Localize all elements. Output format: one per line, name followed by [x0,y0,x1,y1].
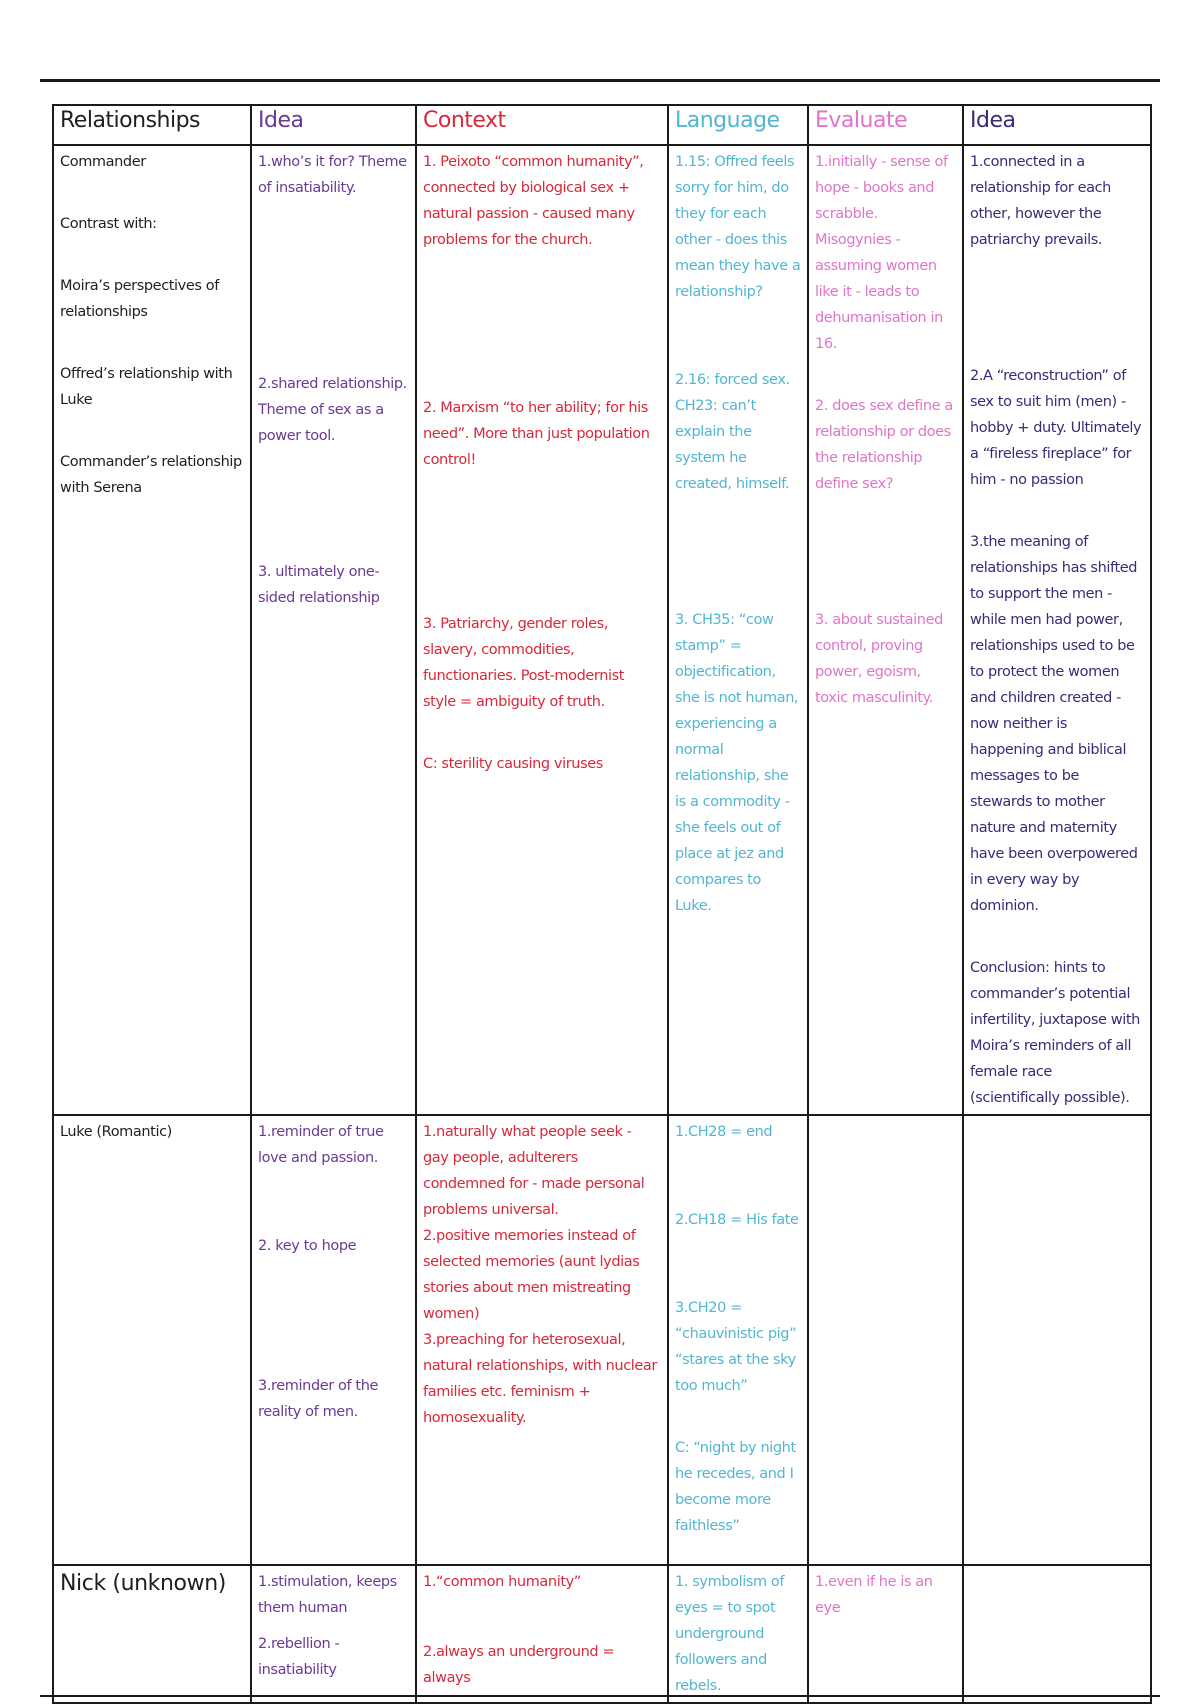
relationships-table [52,104,1152,1704]
top-rule [40,79,1160,82]
cell-relationships [53,145,251,1115]
cell-text: 2. does sex define a relationship or does the relationship define sex? [815,398,953,492]
cell-text: 2. Marxism “to her ability; for his need”. More than just population control! [423,400,650,468]
cell-text: 2.rebellion - insatiability [258,1636,340,1678]
header-idea: Idea [251,105,416,145]
cell-idea [251,1115,416,1565]
cell-text: 2.always an underground = always [423,1644,615,1686]
cell-text: C: “night by night he recedes, and I become more faithless” [675,1440,796,1534]
cell-text: Commander [60,154,146,170]
cell-text: Luke (Romantic) [60,1124,172,1140]
cell-text: 1. symbolism of eyes = to spot underground followers and rebels. [675,1574,785,1694]
cell-text: 3. ultimately one-sided relationship [258,564,380,606]
cell-text: Commander’s relationship with Serena [60,454,242,496]
cell-text: 1.CH28 = end [675,1124,773,1140]
bottom-rule [40,1695,1160,1697]
cell-text: 2.A “reconstruction” of sex to suit him (men) - hobby + duty. Ultimately a “fireless fireplace” for him - no passion [970,368,1142,488]
cell-text: Contrast with: [60,216,157,232]
cell-text: 3.reminder of the reality of men. [258,1378,379,1420]
cell-context [416,1565,668,1703]
cell-text: 1.even if he is an eye [815,1574,933,1616]
cell-evaluate [808,1565,963,1703]
cell-text: 1. Peixoto “common humanity”, connected by biological sex + natural passion - caused many problems for the church. [423,154,644,248]
cell-text: 3. Patriarchy, gender roles, slavery, commodities, functionaries. Post-modernist style = ambiguity of truth. [423,616,625,710]
cell-idea-2 [963,145,1151,1115]
cell-text: 1.naturally what people seek - gay people, adulterers condemned for - made personal problems universal. [423,1124,645,1218]
cell-idea-2 [963,1115,1151,1565]
cell-idea [251,1565,416,1703]
cell-text: Nick (unknown) [60,1571,226,1596]
cell-language [668,145,808,1115]
cell-relationships [53,1115,251,1565]
cell-text: 1.“common humanity” [423,1574,581,1590]
cell-text: 2.shared relationship. Theme of sex as a power tool. [258,376,407,444]
cell-text: 2.positive memories instead of selected memories (aunt lydias stories about men mistreating women) [423,1228,640,1322]
cell-text: 1.reminder of true love and passion. [258,1124,384,1166]
cell-idea [251,145,416,1115]
cell-evaluate [808,1115,963,1565]
cell-text: 1.who’s it for? Theme of insatiability. [258,154,407,196]
cell-text: 2. key to hope [258,1238,357,1254]
header-row [53,105,1151,145]
cell-text: 3. CH35: “cow stamp” = objectification, she is not human, experiencing a normal relationship, she is a commodity - she feels out of place at jez and compares to Luke. [675,612,799,914]
cell-text: C: sterility causing viruses [423,756,603,772]
cell-text: 1.initially - sense of hope - books and scrabble. Misogynies - assuming women like it - leads to dehumanisation in 16. [815,154,948,352]
table-row-luke [53,1115,1151,1565]
cell-text: Moira’s perspectives of relationships [60,278,219,320]
cell-text: 3. about sustained control, proving power, egoism, toxic masculinity. [815,612,943,706]
header-evaluate: Evaluate [808,105,963,145]
header-context: Context [416,105,668,145]
table-row-nick [53,1565,1151,1703]
cell-text: 3.preaching for heterosexual, natural relationships, with nuclear families etc. feminism + homosexuality. [423,1332,657,1426]
cell-language [668,1565,808,1703]
cell-text: 2.16: forced sex. CH23: can’t explain the system he created, himself. [675,372,790,492]
cell-evaluate [808,145,963,1115]
cell-idea-2 [963,1565,1151,1703]
cell-text: 2.CH18 = His fate [675,1212,799,1228]
cell-text: Offred’s relationship with Luke [60,366,233,408]
table-row-commander [53,145,1151,1115]
cell-text: 3.the meaning of relationships has shifted to support the men - while men had power, relationships used to be to protect the women and children created - now neither is happening and biblical messages to be stewards to mother nature and maternity have been overpowered in every way by dominion. [970,534,1138,914]
cell-text: Conclusion: hints to commander’s potential infertility, juxtapose with Moira’s reminders of all female race (scientifically possible). [970,960,1140,1106]
cell-text: 3.CH20 = “chauvinistic pig” “stares at the sky too much” [675,1300,797,1394]
cell-context [416,1115,668,1565]
header-idea-2: Idea [963,105,1151,145]
cell-context [416,145,668,1115]
cell-relationships [53,1565,251,1703]
cell-text: 1.15: Offred feels sorry for him, do they for each other - does this mean they have a relationship? [675,154,801,300]
header-language: Language [668,105,808,145]
cell-text: 1.stimulation, keeps them human [258,1574,397,1616]
cell-language [668,1115,808,1565]
cell-text: 1.connected in a relationship for each other, however the patriarchy prevails. [970,154,1111,248]
header-relationships: Relationships [53,105,251,145]
